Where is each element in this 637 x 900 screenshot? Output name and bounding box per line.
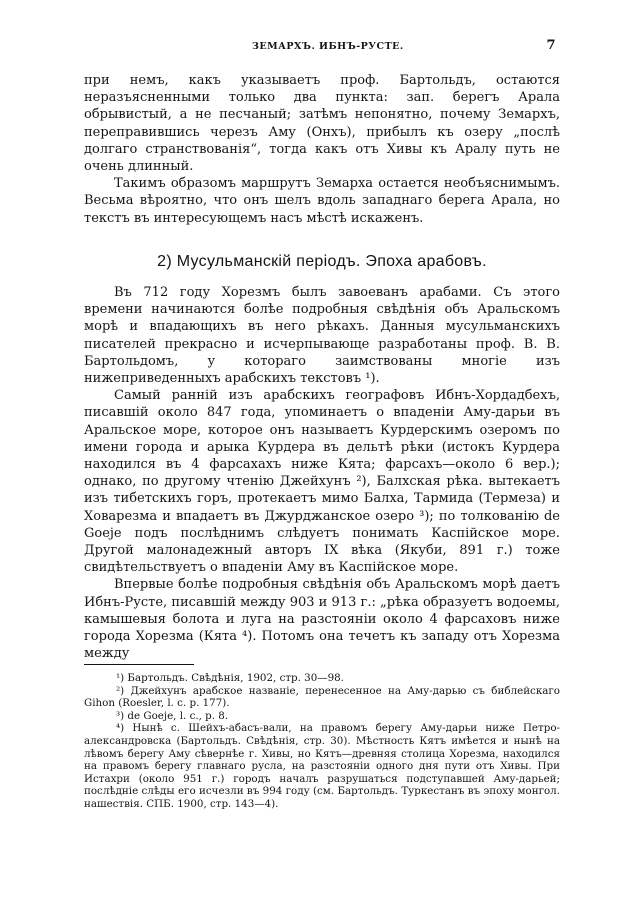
footnote: ¹) Бартольдъ. Свѣдѣнія, 1902, стр. 30—98. (116, 672, 344, 684)
paragraph: Самый ранній изъ арабскихъ географовъ Ибнъ-Хордадбехъ, писавшій около 847 года, упоминаетъ о впаденіи Аму-дарьи въ Аральское море, которое онъ называетъ Курдерскимъ озеромъ по имени города и арыка Курдера въ дельтѣ рѣки (истокъ Курдера находился въ 4 фарсахахъ ниже Кята; фарсахъ—около 6 вер.); однако, по другому чтенію Джейхунъ ²), Балхская рѣка. вытекаетъ изъ тибетскихъ горъ, протекаетъ мимо Балха, Тармида (Термеза) и Ховарезма и впадаетъ въ Джурджанское озеро ³); по толкованію de Goeje подъ послѣднимъ слѣдуетъ понимать Каспійское море. Другой малонадежный авторъ IX вѣка (Якуби, 891 г.) тоже свидѣтельствуетъ о впаденіи Аму въ Каспійское море. (84, 388, 560, 576)
footnote-divider (84, 664, 194, 665)
paragraph-continued: при немъ, какъ указываетъ проф. Бартольдъ, остаются неразъясненными только два пункта: зап. берегъ Арала обрывистый, а не песчаный; затѣмъ непонятно, почему Земархъ, переправившись черезъ Аму (Онхъ), прибылъ къ озеру „послѣ долгаго странствованія“, тогда какъ отъ Хивы къ Аралу путь не очень длинный. (84, 73, 560, 175)
running-head (84, 40, 562, 54)
footnote: ³) de Goeje, l. c., p. 8. (116, 709, 229, 722)
paragraph: Въ 712 году Хорезмъ былъ завоеванъ арабами. Съ этого времени начинаются болѣе подробныя свѣдѣнія объ Аральскомъ морѣ и впадающихъ въ него рѣкахъ. Данныя мусульманскихъ писателей прекрасно и исчерпывающе разработаны проф. В. В. Бартольдомъ, у котораго заимствованы многіе изъ нижеприведенныхъ арабскихъ текстовъ ¹). (84, 285, 560, 387)
paragraph: Такимъ образомъ маршрутъ Земарха остается необъяснимымъ. Весьма вѣроятно, что онъ шелъ вдоль западнаго берега Арала, но текстъ въ интересующемъ насъ мѣстѣ искаженъ. (84, 176, 560, 226)
paragraph: Впервые болѣе подробныя свѣдѣнія объ Аральскомъ морѣ даетъ Ибнъ-Русте, писавшій между 903 и 913 г.: „рѣка образуетъ водоемы, камышевыя болота и луга на разстояніи около 4 фарсаховъ ниже города Хорезма (Кята ⁴). Потомъ она течетъ къ западу отъ Хорезма между (84, 577, 560, 662)
running-title: ЗЕМАРХЪ. ИБНЪ-РУСТЕ. (252, 41, 404, 52)
body-text (84, 72, 560, 663)
footnote: ⁴) Нынѣ с. Шейхъ-абасъ-вали, на правомъ берегу Аму-дарьи ниже Петро-александровска (Бартольдъ. Свѣдѣнія, стр. 30). Мѣстность Кятъ имѣется и нынѣ на лѣвомъ берегу Аму сѣвернѣе г. Хивы, но Кятъ—древняя столица Хорезма, находился на правомъ берегу главнаго русла, на разстояніи одного дня пути отъ Хивы. При Истахри (около 951 г.) городъ началъ разрушаться подступавшей Аму-дарьей; послѣдніе слѣды его исчезли въ 994 году (см. Бартольдъ. Туркестанъ въ эпоху монгол. нашествія. СПБ. 1900, стр. 143—4). (84, 722, 560, 810)
footnote: ²) Джейхунъ арабское названіе, перенесенное на Аму-дарью съ библейскаго Gihon (Roesler, l. c. p. 177). (84, 684, 560, 710)
footnotes (84, 672, 560, 811)
page-number: 7 (546, 38, 556, 53)
section-heading: 2) Мусульманскій періодъ. Эпоха арабовъ. (157, 252, 487, 270)
